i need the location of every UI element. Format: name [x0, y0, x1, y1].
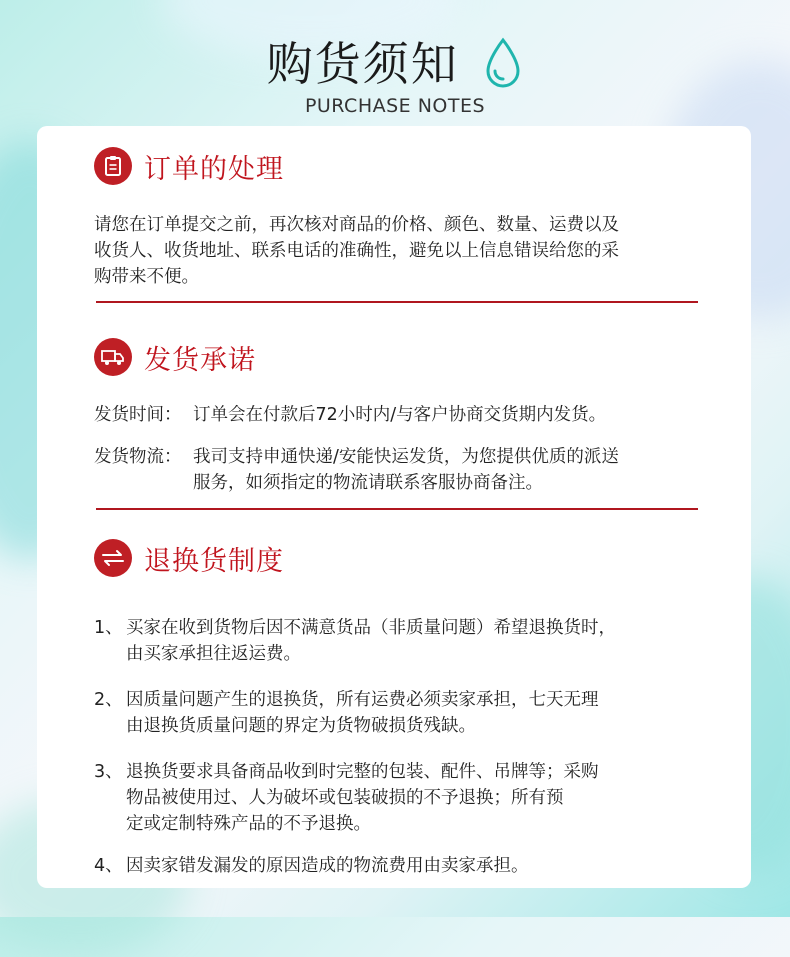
exchange-arrows-icon	[94, 539, 132, 577]
returns-item	[94, 615, 694, 667]
section-returns-header	[94, 538, 284, 578]
order-line: 收货人、收货地址、联系电话的准确性，避免以上信息错误给您的采	[94, 241, 619, 261]
shipping-time-row	[94, 402, 693, 428]
returns-item-number: 4、	[94, 856, 123, 876]
returns-item-line: 物品被使用过、人为破坏或包装破损的不予退换；所有预	[126, 788, 564, 808]
section-shipping-title: 发货承诺	[144, 344, 256, 376]
returns-item-text	[126, 687, 686, 739]
returns-item-number: 1、	[94, 618, 123, 638]
returns-item-line: 由退换货质量问题的界定为货物破损货残缺。	[126, 716, 476, 736]
shipping-logistics-line: 服务，如须指定的物流请联系客服协商备注。	[193, 473, 543, 493]
section-returns-title: 退换货制度	[144, 545, 284, 577]
shipping-logistics-value	[193, 444, 693, 496]
shipping-time-label: 发货时间：	[94, 405, 182, 425]
returns-item-line: 因卖家错发漏发的原因造成的物流费用由卖家承担。	[126, 856, 529, 876]
order-paragraph	[94, 212, 704, 290]
section-order-title: 订单的处理	[144, 153, 284, 185]
returns-item-number: 3、	[94, 762, 123, 782]
returns-item-line: 退换货要求具备商品收到时完整的包装、配件、吊牌等；采购	[126, 762, 599, 782]
clipboard-icon	[94, 147, 132, 185]
section-divider	[96, 508, 698, 510]
shipping-time-line: 订单会在付款后72小时内/与客户协商交货期内发货。	[193, 405, 607, 425]
returns-item	[94, 759, 694, 837]
returns-item	[94, 853, 694, 879]
returns-item-line: 因质量问题产生的退换货，所有运费必须卖家承担，七天无理	[126, 690, 599, 710]
section-divider	[96, 301, 698, 303]
returns-item-line: 买家在收到货物后因不满意货品（非质量问题）希望退换货时，	[126, 618, 616, 638]
order-line: 请您在订单提交之前，再次核对商品的价格、颜色、数量、运费以及	[94, 215, 619, 235]
returns-item	[94, 687, 694, 739]
returns-item-text	[126, 759, 686, 837]
page-header	[0, 0, 790, 126]
page-title	[0, 30, 790, 94]
section-shipping-header	[94, 337, 256, 377]
order-line: 购带来不便。	[94, 267, 199, 287]
page-title-text: 购货须知	[266, 36, 459, 91]
shipping-time-value	[193, 402, 693, 428]
returns-item-line: 定或定制特殊产品的不予退换。	[126, 814, 371, 834]
water-drop-icon	[483, 37, 523, 91]
returns-item-text	[126, 853, 686, 879]
returns-item-number: 2、	[94, 690, 123, 710]
shipping-logistics-line: 我司支持申通快递/安能快运发货，为您提供优质的派送	[193, 447, 619, 467]
shipping-logistics-label: 发货物流：	[94, 447, 182, 467]
notes-card	[37, 126, 751, 888]
section-order-header	[94, 146, 284, 186]
shipping-logistics-row	[94, 444, 693, 496]
page-subtitle: PURCHASE NOTES	[304, 95, 486, 117]
returns-item-text	[126, 615, 686, 667]
truck-icon	[94, 338, 132, 376]
returns-item-line: 由买家承担往返运费。	[126, 644, 301, 664]
